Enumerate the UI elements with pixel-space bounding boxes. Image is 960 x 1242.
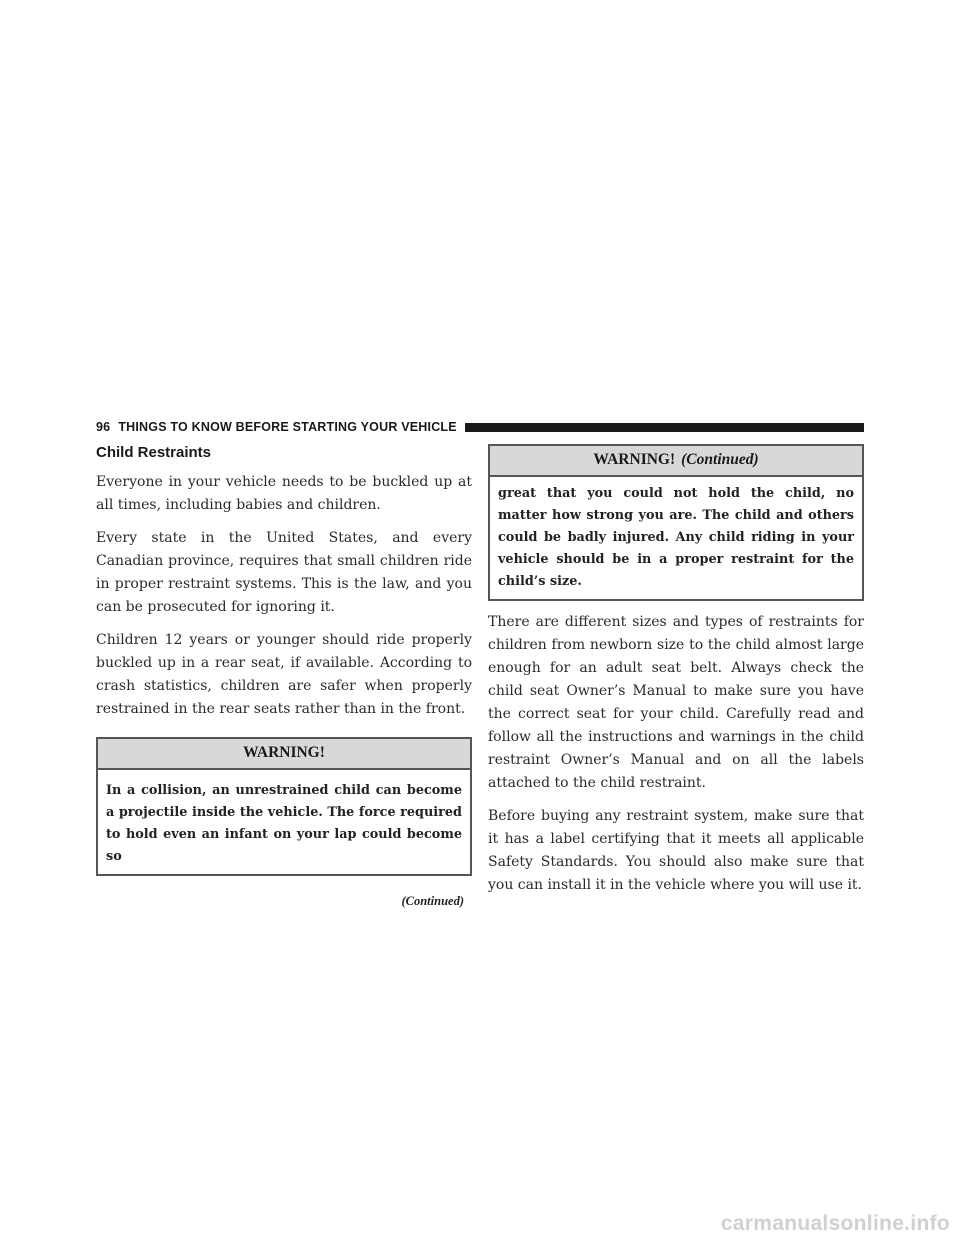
left-column — [96, 440, 472, 909]
warning-title — [98, 739, 470, 770]
header-rule — [465, 423, 864, 432]
paragraph-buying: Before buying any restraint system, make sure that it has a label certifying that it meets all applicable Safety Standards. You should also make sure that you can install it in the vehicle where you will use it. — [488, 808, 864, 893]
warning-box — [96, 737, 472, 876]
section-title: THINGS TO KNOW BEFORE STARTING YOUR VEHICLE — [118, 420, 457, 434]
warning-title-text: WARNING! — [243, 744, 325, 761]
continued-label: (Continued) — [401, 894, 464, 908]
paragraph-rear-seat: Children 12 years or younger should ride properly buckled up in a rear seat, if available. According to crash statistics, children are safer when properly restrained in the rear seats rather than in the front. — [96, 632, 472, 717]
page-number: 96 — [96, 420, 111, 434]
watermark: carmanualsonline.info — [720, 1212, 950, 1235]
warning-body: In a collision, an unrestrained child can become a projectile inside the vehicle. The force required to hold even an infant on your lap could become so — [106, 783, 462, 864]
warning-box-continued — [488, 444, 864, 601]
warning-title — [490, 446, 862, 477]
paragraph-sizes: There are different sizes and types of restraints for children from newborn size to the child almost large enough for an adult seat belt. Always check the child seat Owner’s Manual to make sure you have the correct seat for your child. Carefully read and follow all the instructions and warnings in the child restraint Owner’s Manual and on all the labels attached to the child restraint. — [488, 614, 864, 791]
paragraph-buckled: Everyone in your vehicle needs to be buckled up at all times, including babies and children. — [96, 474, 472, 513]
warning-continued-text: (Continued) — [681, 451, 759, 468]
warning-body: great that you could not hold the child, no matter how strong you are. The child and others could be badly injured. Any child riding in your vehicle should be in a proper restraint for the child’s size. — [498, 486, 854, 589]
warning-title-text: WARNING! — [593, 451, 676, 468]
section-heading: Child Restraints — [96, 444, 212, 461]
right-column — [488, 440, 864, 907]
page-header — [96, 418, 864, 436]
paragraph-law: Every state in the United States, and every Canadian province, requires that small children ride in proper restraint systems. This is the law, and you can be prosecuted for ignoring it. — [96, 530, 472, 615]
